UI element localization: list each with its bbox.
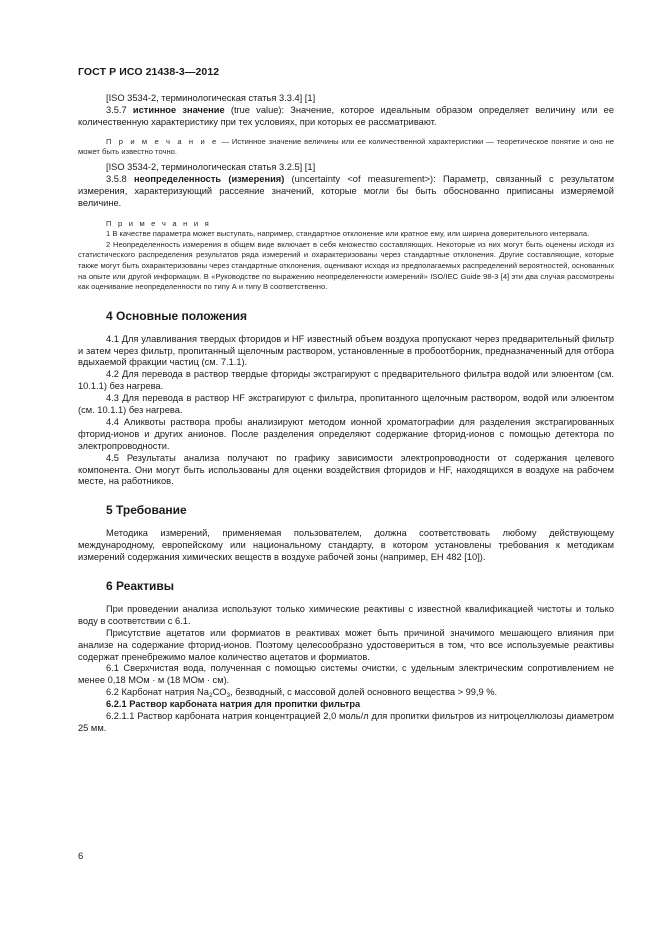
term-name: неопределенность (измерения) bbox=[133, 173, 285, 184]
term-notes bbox=[78, 219, 614, 293]
term-number: 3.5.7 bbox=[106, 104, 127, 115]
subsection-heading: 6.2.1 Раствор карбоната натрия для пропитки фильтра bbox=[106, 699, 361, 710]
term-note bbox=[78, 137, 614, 158]
term-reference: [ISO 3534-2, терминологическая статья 3.3.4] [1] bbox=[106, 93, 316, 103]
page-header: ГОСТ Р ИСО 21438-3—2012 bbox=[78, 66, 220, 78]
paragraph: 6.2.1.1 Раствор карбоната натрия концентрацией 2,0 моль/л для пропитки фильтров из нитроцеллюлозы диаметром 25 мм. bbox=[78, 711, 614, 733]
paragraph: Присутствие ацетатов или формиатов в реактивах может быть причиной значимого мешающего влияния при анализе на содержание фторид-ионов. Поэтому целесообразно удостовериться в том, что все используемые реактивы содержат пренебрежимо малое количество ацетатов и формиатов. bbox=[78, 627, 614, 662]
section-heading: 5 Требование bbox=[106, 503, 187, 518]
paragraph: 4.1 Для улавливания твердых фторидов и HF известный объем воздуха пропускают через предварительный фильтр и затем через фильтр, пропитанный щелочным раствором, установленные в пробоотборник, предназначенный для отбора вдыхаемой фракции частиц (см. 7.1.1). bbox=[78, 333, 614, 368]
term-reference: [ISO 3534-2, терминологическая статья 3.2.5] [1] bbox=[106, 161, 316, 172]
term-definition: (true value): Значение, которое идеальным образом определяет величину или ее количественную характеристику при тех условиях, при которых ее рассматривают. bbox=[78, 104, 615, 127]
section-heading: 4 Основные положения bbox=[106, 308, 248, 323]
term-name: истинное значение bbox=[132, 104, 225, 115]
term-3-5-8 bbox=[78, 174, 614, 210]
term-number: 3.5.8 bbox=[106, 173, 127, 184]
note-item: 1 В качестве параметра может выступать, например, стандартное отклонение или кратное ему, или ширина доверительного интервала. bbox=[106, 229, 590, 239]
paragraph: 4.2 Для перевода в раствор твердые фториды экстрагируют с предварительного фильтра водой или элюентом (см. 10.1.1) без нагрева. bbox=[78, 369, 614, 392]
section-heading: 6 Реактивы bbox=[106, 579, 174, 593]
note-text: — Истинное значение величины или ее количественной характеристики — теоретическое понятие и оно не может быть известно точно. bbox=[78, 136, 614, 157]
paragraph: 4.5 Результаты анализа получают по графику зависимости электропроводности от содержания целевого компонента. Они могут быть использованы для оценки воздействия фторидов и HF, находящихся в воздухе на рабочем месте, на работников. bbox=[78, 452, 614, 487]
paragraph: 6.1 Сверхчистая вода, полученная с помощью системы очистки, с удельным электрическим сопротивлением не менее 0,18 МОм · м (18 МОм · см). bbox=[78, 663, 614, 686]
page-number: 6 bbox=[78, 851, 84, 862]
note-item: 2 Неопределенность измерения в общем виде включает в себя множество составляющих. Некоторые из них могут быть оценены исходя из статистического распределения результатов ряда измерений и охарактеризованы через стандартные отклонения. Другие составляющие, которые также могут быть охарактеризованы через стандартные отклонения, оценивают исходя из предполагаемых распределений вероятностей, основанных на опыте или другой информации. В «Руководстве по выражению неопределенности измерений» ISO/IEC Guide 98-3 [4] эти два случая рассмотрены как оценивание неопределенности по типу А и типу В соответственно. bbox=[78, 239, 614, 292]
paragraph: 4.4 Аликвоты раствора пробы анализируют методом ионной хроматографии для разделения экстрагированных фторид-ионов и других анионов. После разделения определяют содержание фторид-ионов с помощью детектора по электропроводности. bbox=[78, 416, 614, 451]
page-content bbox=[78, 93, 614, 735]
term-definition: (uncertainty <of measurement>): Параметр, связанный с результатом измерения, характеризующий рассеяние значений, которые могли бы быть обоснованно приписаны измеряемой величине. bbox=[78, 173, 614, 208]
notes-label: П р и м е ч а н и я bbox=[106, 218, 211, 228]
paragraph: При проведении анализа используют только химические реактивы с известной квалификацией чистоты и только воду в соответствии с 6.1. bbox=[78, 603, 614, 626]
note-label: П р и м е ч а н и е bbox=[106, 136, 219, 146]
paragraph: Методика измерений, применяемая пользователем, должна соответствовать любому действующему международному, европейскому или национальному стандарту, в котором установлены требования к методикам измерений содержания химических веществ в воздухе рабочей зоны (например, ЕН 482 [10]). bbox=[78, 528, 614, 563]
paragraph: 6.2 Карбонат натрия $Na_2CO_3$, безводный, с массовой долей основного вещества > 99,9 %. bbox=[106, 687, 498, 700]
term-3-5-7 bbox=[78, 105, 614, 129]
paragraph: 4.3 Для перевода в раствор HF экстрагируют с фильтра, пропитанного щелочным раствором, водой или элюентом (см. 10.1.1) без нагрева. bbox=[78, 393, 614, 416]
